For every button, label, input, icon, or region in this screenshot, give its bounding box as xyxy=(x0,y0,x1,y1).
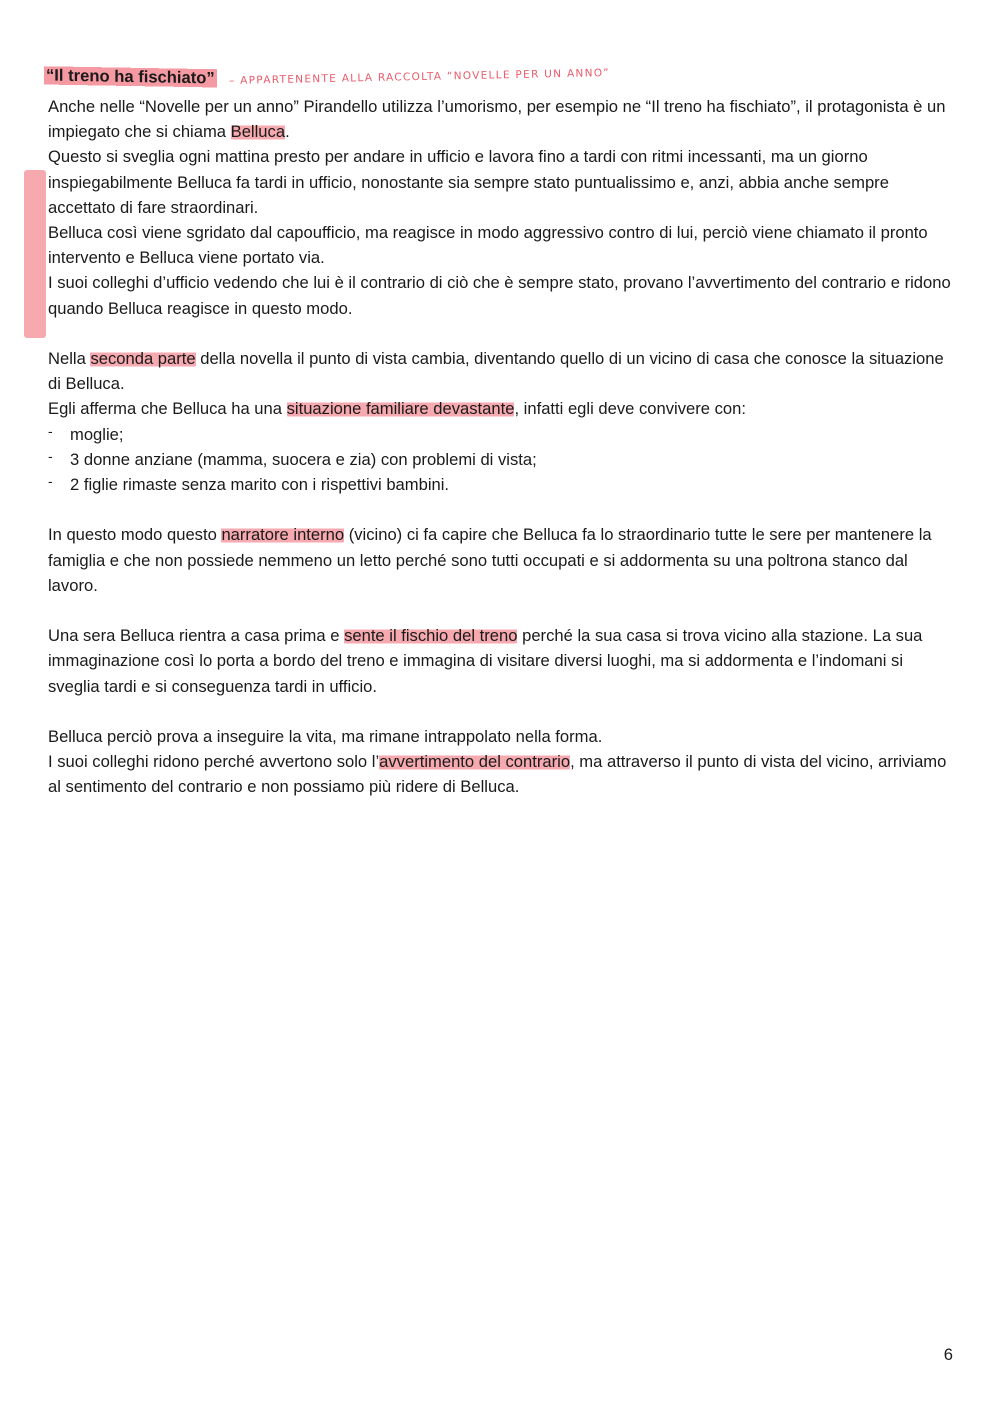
highlighted-text: situazione familiare devastante xyxy=(286,399,515,419)
list-item-text: moglie; xyxy=(70,424,124,444)
spacer xyxy=(48,321,958,346)
text-segment: (vicino) ci fa capire che Belluca fa lo straordinario tutte le sere per mantenere la famiglia e che non possiede nemmeno un letto perché sono tutti occupati e si addormenta su una poltrona stanco dal lavoro. xyxy=(48,525,932,595)
paragraph-family xyxy=(48,396,958,421)
spacer xyxy=(48,598,958,623)
list-item-text: 2 figlie rimaste senza marito con i rispettivi bambini. xyxy=(70,475,450,495)
highlighted-text: narratore interno xyxy=(221,525,345,545)
title-line xyxy=(48,64,958,94)
text-segment: Egli afferma che Belluca ha una xyxy=(48,399,287,419)
document-title: “Il treno ha fischiato” xyxy=(44,62,217,90)
text-segment: , infatti egli deve convivere con: xyxy=(514,399,746,419)
paragraph-conclusion: Belluca perciò prova a inseguire la vita, ma rimane intrappolato nella forma. xyxy=(48,727,603,747)
bullet-dash: - xyxy=(48,447,53,464)
paragraph-final xyxy=(48,749,958,799)
document-body xyxy=(48,64,958,800)
text-segment: . xyxy=(285,122,290,142)
highlighted-text: Belluca xyxy=(230,122,286,142)
paragraph-intro xyxy=(48,94,958,144)
margin-highlight-bar xyxy=(24,170,46,338)
family-list xyxy=(48,422,958,498)
paragraph-colleagues: I suoi colleghi d’ufficio vedendo che lui è il contrario di ciò che è sempre stato, provano l’avvertimento del contrario e ridono quando Belluca reagisce in questo modo. xyxy=(48,273,951,318)
text-segment: Una sera Belluca rientra a casa prima e xyxy=(48,626,345,646)
paragraph-scolding: Belluca così viene sgridato dal capoufficio, ma reagisce in modo aggressivo contro di lui, perciò viene chiamato il pronto intervento e Belluca viene portato via. xyxy=(48,223,928,268)
list-item-text: 3 donne anziane (mamma, suocera e zia) con problemi di vista; xyxy=(70,449,537,469)
highlighted-text: avvertimento del contrario xyxy=(379,752,571,772)
paragraph-routine: Questo si sveglia ogni mattina presto per andare in ufficio e lavora fino a tardi con ritmi incessanti, ma un giorno inspiegabilmente Belluca fa tardi in ufficio, nonostante sia sempre stato puntualissimo e, anzi, abbia anche sempre accettato di fare straordinari. xyxy=(48,147,889,217)
text-segment: In questo modo questo xyxy=(48,525,222,545)
highlighted-text: seconda parte xyxy=(90,349,196,369)
text-segment: della novella il punto di vista cambia, diventando quello di un vicino di casa che conosce la situazione di Belluca. xyxy=(48,349,944,394)
paragraph-narrator xyxy=(48,522,958,598)
list-item xyxy=(48,472,958,497)
bullet-dash: - xyxy=(48,422,53,439)
bullet-dash: - xyxy=(48,473,53,490)
paragraph-train-whistle xyxy=(48,623,958,699)
list-item xyxy=(48,447,958,472)
text-segment: Anche nelle “Novelle per un anno” Pirandello utilizza l’umorismo, per esempio ne “Il treno ha fischiato”, il protagonista è un impiegato che si chiama xyxy=(48,97,946,142)
highlighted-text: sente il fischio del treno xyxy=(344,626,518,646)
page-number: 6 xyxy=(943,1345,953,1364)
text-segment: I suoi colleghi ridono perché avvertono solo l’ xyxy=(48,752,380,772)
paragraph-second-part xyxy=(48,346,958,396)
list-item xyxy=(48,422,958,447)
spacer xyxy=(48,497,958,522)
text-segment: perché la sua casa si trova vicino alla stazione. La sua immaginazione così lo porta a bordo del treno e immagina di visitare diversi luoghi, ma si addormenta e l’indomani si sveglia tardi e si conseguenza tardi in ufficio. xyxy=(48,626,923,696)
spacer xyxy=(48,699,958,724)
handwritten-note: – APPARTENENTE ALLA RACCOLTA “NOVELLE PER UN ANNO” xyxy=(229,67,611,87)
text-segment: Nella xyxy=(48,349,91,369)
text-segment: , ma attraverso il punto di vista del vicino, arriviamo al sentimento del contrario e non possiamo più ridere di Belluca. xyxy=(48,752,947,797)
